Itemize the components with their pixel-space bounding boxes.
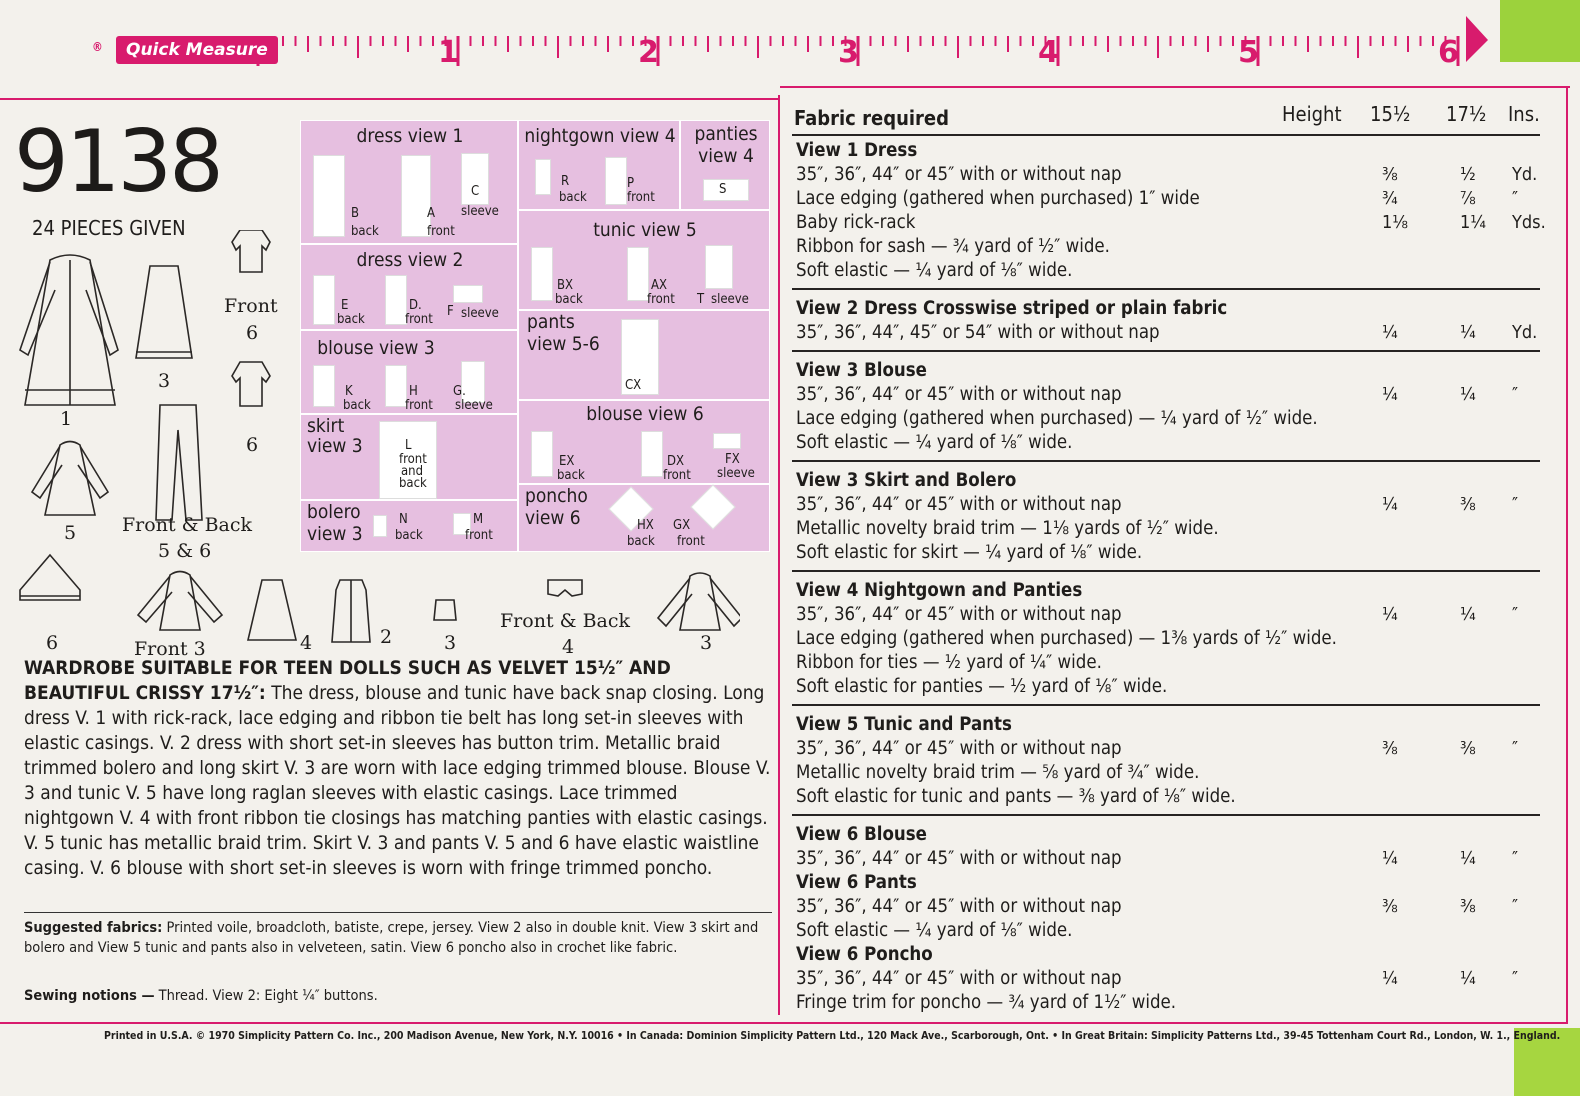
piece-label: front: [427, 224, 455, 239]
fabric-row-text: View 4 Nightgown and Panties: [796, 580, 1083, 601]
fabric-row-text: 35″, 36″, 44″ or 45″ with or without nap: [796, 384, 1122, 405]
ruler-number: 5: [1238, 35, 1259, 70]
piece-ax: [627, 247, 649, 301]
piece-label: CX: [625, 378, 642, 393]
piece-d: [385, 275, 407, 325]
sketch-label-front-3: Front 3: [134, 638, 206, 660]
fabric-view-heading: [796, 578, 1564, 603]
piece-label: BX: [557, 278, 574, 293]
cell-blouse-view-3: [300, 330, 518, 414]
cell-bolero-view-3: [300, 500, 518, 552]
blouse-3-small-sketch: [434, 600, 456, 620]
nightgown-4-sketch: [248, 580, 296, 640]
piece-label: R: [561, 174, 570, 189]
fabric-row-text: View 3 Skirt and Bolero: [796, 470, 1017, 491]
piece-label: back: [627, 534, 655, 549]
piece-label: front: [465, 528, 493, 543]
fabric-required-title: Fabric required: [794, 106, 950, 130]
description-lead: WARDROBE SUITABLE FOR TEEN DOLLS SUCH AS VELVET 15½″ AND BEAUTIFUL CRISSY 17½″:: [24, 657, 671, 704]
piece-label: sleeve: [461, 204, 499, 219]
fabric-yardage: ⅜: [1460, 494, 1476, 515]
sketch-label-2: 2: [380, 626, 393, 648]
ruler-number: 2: [638, 35, 659, 70]
blouse-3-front-sketch: [138, 572, 222, 631]
skirt-3-sketch: [136, 266, 192, 358]
cell-title: blouse view 6: [586, 403, 704, 425]
piece-label: FX: [725, 452, 740, 467]
fabric-row-text: 35″, 36″, 44″, 45″ or 54″ with or without nap: [796, 322, 1160, 343]
fabric-yardage: ⅜: [1382, 896, 1398, 917]
fabric-row: [796, 784, 1564, 809]
ruler-number: 6: [1438, 35, 1459, 70]
fabric-row: [796, 540, 1564, 565]
piece-label: N: [399, 512, 408, 527]
description-block: [24, 656, 772, 881]
fabric-yardage: ⅜: [1460, 738, 1476, 759]
fabric-row: [796, 406, 1564, 431]
suggested-fabrics-text: Printed voile, broadcloth, batiste, crepe, jersey. View 2 also in double knit. View 3 skirt and bolero and View 5 tunic and pants also in velveteen, satin. View 6 poncho also in crochet like fabric.: [24, 920, 759, 956]
pants-5-6-sketch: [156, 405, 202, 520]
cell-poncho-view-6: [518, 484, 770, 552]
fabric-yardage: ¼: [1382, 494, 1398, 515]
blouse-3-back-sketch: [658, 573, 740, 630]
pattern-number: 9138: [14, 112, 221, 212]
suggested-fabrics: [24, 918, 772, 958]
fabric-yardage: ¼: [1382, 604, 1398, 625]
piece-label: H: [409, 384, 418, 399]
fabric-row-text: Fringe trim for poncho — ¾ yard of 1½″ wide.: [796, 992, 1177, 1013]
sketch-label-1: 1: [60, 408, 73, 430]
cell-title-2: view 4: [698, 145, 754, 167]
quick-measure-badge: Quick Measure: [116, 36, 278, 64]
fabric-row-text: Soft elastic for panties — ½ yard of ⅛″ wide.: [796, 676, 1168, 697]
cell-title-2: view 6: [525, 507, 581, 529]
fabric-row-text: View 1 Dress: [796, 140, 918, 161]
measuring-ruler: [0, 0, 1580, 95]
fabric-row-text: Lace edging (gathered when purchased) — ¼ yard of ½″ wide.: [796, 408, 1318, 429]
cell-title: dress view 2: [356, 249, 464, 271]
fabric-row-text: Lace edging (gathered when purchased) 1″ wide: [796, 188, 1200, 209]
ruler-number: 4: [1038, 35, 1059, 70]
fabric-yardage: ¼: [1460, 968, 1476, 989]
fabric-view-heading: [796, 468, 1564, 493]
fabric-row-text: Soft elastic for skirt — ¼ yard of ⅛″ wide.: [796, 542, 1143, 563]
fabric-row: [796, 430, 1564, 455]
col-units: Ins.: [1508, 102, 1540, 126]
piece-gx: [690, 484, 735, 529]
fabric-row: [796, 258, 1564, 283]
cell-title: dress view 1: [356, 125, 464, 147]
dress-1-sketch: [20, 255, 118, 405]
fabric-row: [796, 210, 1564, 235]
fabric-yardage: ⅜: [1382, 164, 1398, 185]
sketch-label-front-back-4: Front & Back: [500, 610, 631, 632]
fabric-row: [796, 966, 1564, 991]
fabric-row-text: View 2 Dress Crosswise striped or plain fabric: [796, 298, 1228, 319]
ruler-number: 3: [838, 35, 859, 70]
fabric-view-heading: [796, 942, 1564, 967]
fabric-row: [796, 894, 1564, 919]
piece-label: back: [395, 528, 423, 543]
sketch-label-front-6: 6: [246, 322, 259, 344]
fabric-row-text: View 5 Tunic and Pants: [796, 714, 1012, 735]
cell-title: pants: [527, 311, 575, 333]
publisher-footer: Printed in U.S.A. © 1970 Simplicity Pattern Co. Inc., 200 Madison Avenue, New York, N.Y. 10016 • In Canada: Dominion Simplicity Pattern Ltd., 120 Mack Ave., Scarborough, Ont. • In Great Britain: Simplicity Patterns Ltd., 39-45 Tottenham Court Rd., London, W. 1., England.: [104, 1030, 1561, 1042]
sketch-label-front-back: Front & Back: [122, 514, 253, 536]
fabric-yardage: ¼: [1460, 322, 1476, 343]
fabric-yardage: ¼: [1382, 848, 1398, 869]
fabric-unit: Yd.: [1512, 164, 1538, 185]
sketch-label-back-6: 6: [246, 434, 259, 456]
cell-dress-view-1: [300, 120, 518, 244]
fabric-row-text: 35″, 36″, 44″ or 45″ with or without nap: [796, 896, 1122, 917]
piece-dx: [641, 431, 663, 477]
piece-label: sleeve: [455, 398, 493, 413]
piece-e: [313, 275, 335, 325]
dress-2-sketch: [332, 580, 370, 642]
fabric-unit: ″: [1512, 604, 1519, 625]
piece-fx: [713, 433, 741, 449]
cell-title: skirt: [307, 415, 345, 437]
fabric-row-text: 35″, 36″, 44″ or 45″ with or without nap: [796, 164, 1122, 185]
piece-label: back: [557, 468, 585, 483]
fabric-row: [796, 846, 1564, 871]
fabric-row: [796, 320, 1564, 345]
fabric-row-text: Ribbon for ties — ½ yard of ¼″ wide.: [796, 652, 1102, 673]
fabric-row-text: 35″, 36″, 44″ or 45″ with or without nap: [796, 968, 1122, 989]
cell-title: panties: [694, 123, 758, 145]
cell-nightgown-view-4: [518, 120, 680, 210]
table-section-divider: [792, 460, 1540, 462]
table-section-divider: [792, 350, 1540, 352]
fabric-yardage: ⅜: [1460, 896, 1476, 917]
piece-label: E: [341, 298, 349, 313]
piece-label: C: [471, 184, 480, 199]
sketch-label-3b: 3: [444, 632, 457, 654]
fabric-yardage: ¼: [1382, 384, 1398, 405]
fabric-row: [796, 162, 1564, 187]
fabric-row-text: View 6 Poncho: [796, 944, 933, 965]
cell-title: nightgown view 4: [524, 125, 676, 147]
fabric-yardage: ¼: [1382, 968, 1398, 989]
piece-label: P: [627, 176, 635, 191]
piece-k: [313, 365, 335, 407]
fabric-row: [796, 650, 1564, 675]
table-header-divider: [792, 134, 1540, 136]
fabric-row-text: View 6 Blouse: [796, 824, 927, 845]
fabric-unit: ″: [1512, 494, 1519, 515]
poncho-6-sketch: [20, 555, 80, 600]
cell-title-2: view 3: [307, 435, 363, 457]
piece-label: T: [697, 292, 705, 307]
suggested-fabrics-label: Suggested fabrics:: [24, 920, 163, 936]
piece-label: HX: [637, 518, 654, 533]
fabric-row-text: Ribbon for sash — ¾ yard of ½″ wide.: [796, 236, 1110, 257]
fabric-row: [796, 186, 1564, 211]
sketch-label-5: 5: [64, 522, 77, 544]
frame-line-bottom: [0, 1022, 1568, 1024]
fabric-row-text: 35″, 36″, 44″ or 45″ with or without nap: [796, 494, 1122, 515]
fabric-row-text: Soft elastic — ¼ yard of ⅛″ wide.: [796, 432, 1073, 453]
piece-label: K: [345, 384, 353, 399]
sewing-notions: [24, 986, 772, 1006]
fabric-row: [796, 516, 1564, 541]
sketch-label-poncho-6: 6: [46, 632, 59, 654]
piece-label: front: [677, 534, 705, 549]
fabric-row: [796, 626, 1564, 651]
fabric-row-text: Metallic novelty braid trim — 1⅛ yards of ½″ wide.: [796, 518, 1219, 539]
piece-label: L: [405, 438, 412, 453]
tape-top-right: [1500, 0, 1580, 62]
ruler-end-marker: [1466, 16, 1488, 62]
piece-label: and: [401, 464, 424, 479]
sketch-label-3: 3: [158, 370, 171, 392]
cell-pants-view-5-6: [518, 310, 770, 400]
fabric-view-heading: [796, 870, 1564, 895]
frame-divider: [778, 95, 780, 1015]
sketch-label-4b: 4: [562, 636, 575, 658]
piece-label: front: [405, 312, 433, 327]
fabric-yardage: 1¼: [1460, 212, 1486, 233]
cell-panties-view-4: [680, 120, 770, 210]
fabric-row: [796, 382, 1564, 407]
piece-t: [705, 245, 733, 289]
fabric-row-text: Soft elastic for tunic and pants — ⅜ yard of ⅛″ wide.: [796, 786, 1236, 807]
cell-title: blouse view 3: [317, 337, 435, 359]
sketch-label-4: 4: [300, 632, 313, 654]
fabric-view-heading: [796, 138, 1564, 163]
piece-label: A: [427, 206, 435, 221]
fabric-row-text: View 3 Blouse: [796, 360, 927, 381]
fabric-row-text: Soft elastic — ¼ yard of ⅛″ wide.: [796, 920, 1073, 941]
fabric-row-text: 35″, 36″, 44″ or 45″ with or without nap: [796, 604, 1122, 625]
frame-line-top-right: [780, 86, 1570, 88]
tunic-5-sketch: [32, 442, 108, 516]
piece-label: sleeve: [711, 292, 749, 307]
table-section-divider: [792, 570, 1540, 572]
piece-label: back: [559, 190, 587, 205]
fabric-yardage: ¾: [1382, 188, 1398, 209]
sewing-notions-text: Thread. View 2: Eight ¼″ buttons.: [158, 988, 378, 1004]
sewing-notions-label: Sewing notions —: [24, 988, 155, 1004]
col-height: Height: [1282, 102, 1342, 126]
fabric-row: [796, 234, 1564, 259]
piece-label: sleeve: [717, 466, 755, 481]
piece-label: back: [399, 476, 427, 491]
piece-label: G.: [453, 384, 466, 399]
table-section-divider: [792, 814, 1540, 816]
fabric-yardage: ¼: [1382, 322, 1398, 343]
piece-r: [535, 159, 551, 195]
fabric-row-text: Soft elastic — ¼ yard of ⅛″ wide.: [796, 260, 1073, 281]
fabric-view-heading: [796, 822, 1564, 847]
table-section-divider: [792, 704, 1540, 706]
piece-label: F: [447, 304, 454, 319]
fabric-view-heading: [796, 296, 1564, 321]
fabric-row-text: Lace edging (gathered when purchased) — 1⅜ yards of ½″ wide.: [796, 628, 1337, 649]
fabric-row-text: 35″, 36″, 44″ or 45″ with or without nap: [796, 848, 1122, 869]
fabric-yardage: ¼: [1460, 848, 1476, 869]
blouse-6-front-sketch: [232, 230, 270, 272]
pattern-pieces-panel: [300, 120, 770, 552]
fabric-unit: ″: [1512, 738, 1519, 759]
cell-title: tunic view 5: [593, 219, 697, 241]
cell-title-2: view 3: [307, 523, 363, 545]
fabric-view-heading: [796, 712, 1564, 737]
fabric-unit: ″: [1512, 968, 1519, 989]
fabric-yardage: ¼: [1460, 384, 1476, 405]
fabric-row: [796, 492, 1564, 517]
fabric-unit: ″: [1512, 896, 1519, 917]
fabric-row-text: Baby rick-rack: [796, 212, 916, 233]
fabric-row-text: Metallic novelty braid trim — ⅝ yard of ¾″ wide.: [796, 762, 1200, 783]
sketch-label-3c: 3: [700, 632, 713, 654]
piece-label: back: [337, 312, 365, 327]
piece-label: front: [663, 468, 691, 483]
frame-line-top-left: [0, 98, 780, 100]
fabric-unit: Yds.: [1512, 212, 1546, 233]
sketch-label-front: Front: [224, 295, 278, 317]
fabric-row-text: 35″, 36″, 44″ or 45″ with or without nap: [796, 738, 1122, 759]
table-section-divider: [792, 288, 1540, 290]
piece-label: EX: [559, 454, 575, 469]
fabric-yardage: ½: [1460, 164, 1476, 185]
piece-bx: [531, 247, 553, 301]
cell-skirt-view-3: [300, 414, 518, 500]
fabric-unit: ″: [1512, 384, 1519, 405]
cell-title: bolero: [307, 501, 361, 523]
cell-blouse-view-6: [518, 400, 770, 484]
fabric-row: [796, 918, 1564, 943]
description-body: The dress, blouse and tunic have back snap closing. Long dress V. 1 with rick-rack, lace edging and ribbon tie belt has long set-in sleeves with elastic casings. V. 2 dress with short set-in sleeves has button trim. Metallic braid trimmed bolero and long skirt V. 3 are worn with lace edging trimmed blouse. Blouse V. 3 and tunic V. 5 have long raglan sleeves with elastic casings. Lace trimmed nightgown V. 4 with front ribbon tie closings has matching panties with elastic casings. V. 5 tunic has metallic braid trim. Skirt V. 3 and pants V. 5 and 6 have elastic waistline casing. V. 6 blouse with short set-in sleeves is worn with fringe trimmed poncho.: [24, 682, 771, 879]
fabric-row: [796, 736, 1564, 761]
cell-dress-view-2: [300, 244, 518, 330]
blouse-6-back-sketch: [232, 362, 270, 406]
fabric-row: [796, 602, 1564, 627]
registered-mark: ®: [92, 40, 103, 54]
frame-line-right: [1566, 86, 1568, 1023]
sketch-label-5-6: 5 & 6: [158, 540, 212, 562]
fabric-view-heading: [796, 358, 1564, 383]
piece-label: front: [647, 292, 675, 307]
piece-f: [453, 285, 483, 303]
piece-b: [313, 155, 345, 237]
col-15-5: 15½: [1370, 102, 1411, 126]
fabric-yardage: ⅜: [1382, 738, 1398, 759]
fabric-unit: ″: [1512, 188, 1519, 209]
piece-label: front: [405, 398, 433, 413]
fabric-yardage: ¼: [1460, 604, 1476, 625]
piece-label: DX: [667, 454, 685, 469]
piece-label: GX: [673, 518, 691, 533]
fabric-yardage: ⅞: [1460, 188, 1476, 209]
piece-label: B: [351, 206, 360, 221]
piece-label: S: [719, 182, 727, 197]
piece-ex: [531, 431, 553, 477]
cell-title: poncho: [525, 485, 588, 507]
piece-h: [385, 365, 407, 407]
fabric-row-text: View 6 Pants: [796, 872, 917, 893]
piece-label: AX: [651, 278, 668, 293]
piece-label: front: [399, 452, 427, 467]
piece-label: front: [627, 190, 655, 205]
col-17-5: 17½: [1446, 102, 1487, 126]
fabric-unit: Yd.: [1512, 322, 1538, 343]
ruler-number: 1: [438, 35, 459, 70]
fabric-row: [796, 990, 1564, 1015]
piece-p: [605, 157, 627, 205]
piece-label: back: [343, 398, 371, 413]
fabric-row: [796, 760, 1564, 785]
piece-n: [373, 515, 387, 537]
panties-4-sketch: [548, 580, 582, 596]
piece-label: back: [555, 292, 583, 307]
pieces-count: 24 PIECES GIVEN: [32, 216, 186, 240]
piece-label: back: [351, 224, 379, 239]
cell-tunic-view-5: [518, 210, 770, 310]
fabric-yardage: 1⅛: [1382, 212, 1408, 233]
piece-label: sleeve: [461, 306, 499, 321]
description-divider: [24, 912, 772, 913]
fabric-row: [796, 674, 1564, 699]
cell-title-2: view 5-6: [527, 333, 600, 355]
piece-label: M: [473, 512, 484, 527]
fabric-unit: ″: [1512, 848, 1519, 869]
piece-label: D.: [409, 298, 422, 313]
